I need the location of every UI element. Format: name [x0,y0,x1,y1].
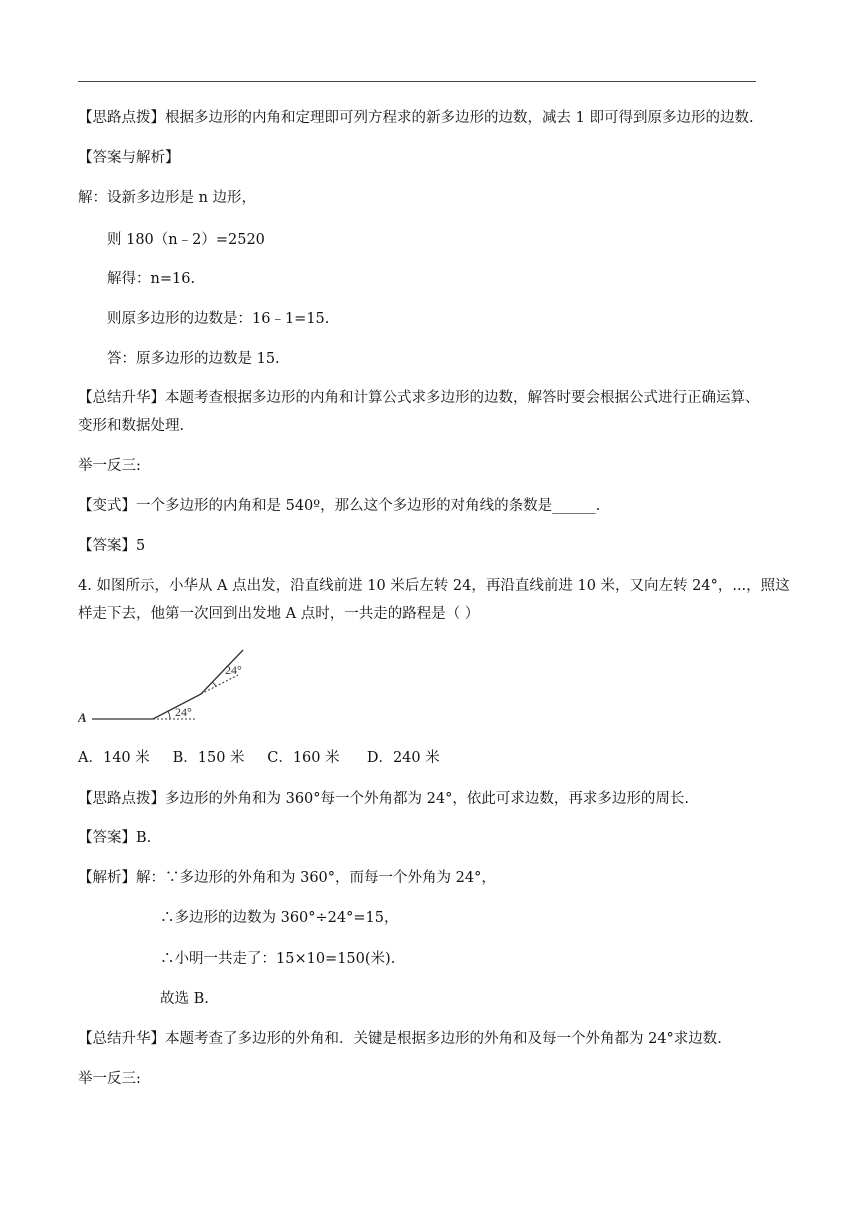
angle-label-upper: 24° [225,663,242,677]
question-4-line-1: 4. 如图所示，小华从 A 点出发，沿直线前进 10 米后左转 24，再沿直线前进 10 米，又向左转 24°，...，照这 [78,578,790,594]
point-a-label: A [78,710,87,725]
hint-paragraph-2: 【思路点拨】多边形的外角和为 360°每一个外角都为 24°，依此可求边数，再求多边形的周长. [78,791,689,807]
solution-equation: 则 180（n﹣2）=2520 [107,232,265,248]
solution-answer: 答：原多边形的边数是 15. [107,351,280,367]
summary-2: 【总结升华】本题考查了多边形的外角和．关键是根据多边形的外角和及每一个外角都为 24°求边数. [78,1031,722,1047]
solution-result: 解得：n=16. [107,271,196,287]
angle-arc-upper [212,682,216,686]
header-rule [78,81,756,82]
choice-c: C．160 米 [267,750,340,766]
angle-arc-lower [168,711,170,719]
hint-paragraph-1: 【思路点拨】根据多边形的内角和定理即可列方程求的新多边形的边数，减去 1 即可得到原多边形的边数. [78,110,754,126]
practice-heading-2: 举一反三: [78,1071,141,1087]
variant-question: 【变式】一个多边形的内角和是 540º，那么这个多边形的对角线的条数是______. [78,498,601,514]
walking-path-figure [78,644,258,726]
analysis-step-3: 故选 B. [160,991,209,1007]
angle-label-lower: 24° [175,705,192,719]
extension-dashed-2 [201,675,238,694]
summary-line-2: 变形和数据处理. [78,418,185,434]
analysis-step-2: ∴小明一共走了：15×10=150(米). [160,951,396,967]
choice-b: B．150 米 [172,750,245,766]
analysis-line: 【解析】解：∵多边形的外角和为 360°，而每一个外角为 24°， [78,870,496,886]
choice-a: A．140 米 [78,750,150,766]
choice-d: D．240 米 [366,750,440,766]
practice-heading: 举一反三: [78,458,141,474]
answer-line: 【答案】B. [78,830,152,846]
solution-intro: 解：设新多边形是 n 边形， [78,190,257,206]
variant-answer: 【答案】5 [78,538,146,554]
question-4-line-2: 样走下去，他第一次回到出发地 A 点时，一共走的路程是（ ） [78,606,480,622]
solution-original-sides: 则原多边形的边数是：16﹣1=15. [107,311,330,327]
answer-choices [78,748,440,768]
answer-analysis-heading: 【答案与解析】 [78,150,180,166]
analysis-step-1: ∴多边形的边数为 360°÷24°=15， [160,910,399,926]
summary-line-1: 【总结升华】本题考查根据多边形的内角和计算公式求多边形的边数，解答时要会根据公式进行正确运算、 [78,390,760,406]
